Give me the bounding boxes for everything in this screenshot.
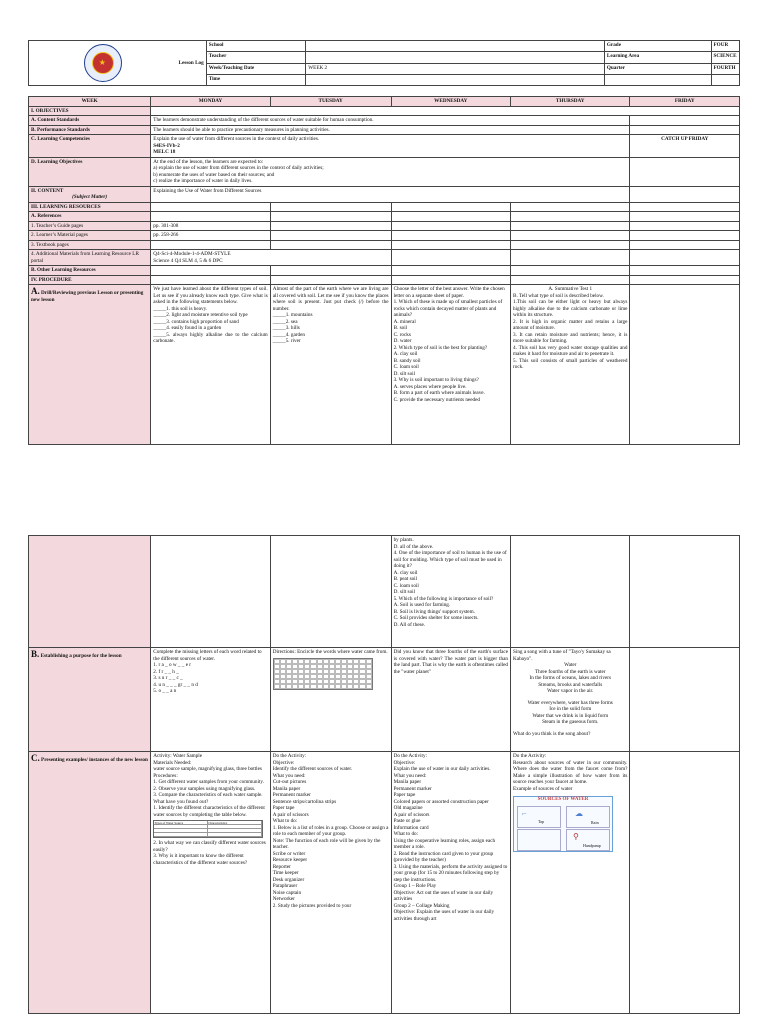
procedure-a-label: Drill/Reviewing previous Lesson or presenting new lesson <box>31 290 144 304</box>
c-wednesday: Do the Activity: Objective: Explain the use of water in our daily activities. What you need: Manila paper Permanent marker Paper tape Colored papers or assorted construction paper Old magazine A pair of scissors Paste or glue Information card What to do: Using the cooperative learning roles, assign each member a role. 2. Read the instruction card given to your group (provided by the teacher) 3. Using the materials, perform the activity assigned to your group (for 15 to 20 minutes following step by step the instructions. Group 1 – Role Play Objective: Act out the uses of water in our daily activities Group 2 – Collage Making Objective: Explain the uses of water in our daily activities through art <box>391 752 510 1014</box>
col-friday: FRIDAY <box>630 97 740 107</box>
tap-picture: ⌐ Tap <box>517 806 561 828</box>
procedure-b-letter: B. <box>31 649 40 659</box>
col-thursday: THURSDAY <box>511 97 630 107</box>
quarter-label: Quarter <box>604 63 711 74</box>
procedure-heading: IV. PROCEDURE <box>29 275 151 285</box>
rain-cloud-icon: ☁ <box>575 809 584 818</box>
col-wednesday: WEDNESDAY <box>391 97 510 107</box>
teachers-guide-pages: pp. 301-308 <box>151 221 270 231</box>
extra-picture <box>517 829 561 851</box>
b-wednesday: Did you know that three fourths of the earth's surface is covered with water? The water part is bigger than the land part. That is why the earth is oftentimes called the "water planet" <box>391 648 510 752</box>
performance-standards-label: B. Performance Standards <box>29 125 151 135</box>
learning-area-label: Learning Area <box>604 52 711 63</box>
content-standards: The learners demonstrate understanding of the different sources of water suitable for human consumption. <box>151 116 630 126</box>
a-tuesday: Almost of the part of the earth where we are living are all covered with soil. Let me see if you know the places where soil is present. Just put check (/) before the number. _____1. mountains _____2. sea _____3. hills _____4. garden _____5. river <box>270 285 391 445</box>
performance-standards: The learners should be able to practice precautionary measures in planning activities. <box>151 125 630 135</box>
objectives-heading: I. OBJECTIVES <box>29 106 151 116</box>
competencies-label: C. Learning Competencies <box>29 135 151 158</box>
c-monday: Activity: Water Sample Materials Needed: water source sample, magnifying glass, three bottles Procedures: 1. Get different water samples from your community. 2. Observe your samples using magnifying glass. 3. Compare the characteristics of each water sample. What have you found out? 1. Identify the different characteristics of the different water sources by completing the table below. Types of Water Source Characteristics 2. In what way we can classify different water sources easily? 3. Why is it important to know the different characteristics of the different water sources? <box>151 752 270 1014</box>
teachers-guide-label: 1. Teacher’s Guide pages <box>29 221 151 231</box>
additional-material: Q4-Sci-4-Module-1-4-ADM-STYLE <box>153 251 231 257</box>
objective-line: At the end of the lesson, the learners are expected to: <box>153 158 264 165</box>
sources-of-water-illustration <box>513 796 613 852</box>
catch-up-friday: CATCH UP FRIDAY <box>630 135 740 158</box>
lesson-log-page-2 <box>28 535 740 1014</box>
teacher-value <box>306 52 605 63</box>
sources-title: SOURCES OF WATER <box>537 797 589 802</box>
time-label: Time <box>206 74 306 85</box>
c-thursday: Do the Activity: Research about sources of water in our community. Where does the water from the faucet come from? Make a simple illustration of how water from its source reaches your faucet at home. Example of sources of water SOURCES OF WATER ⌐ Tap ☁ Rain ⚲ Handpump <box>511 752 630 1014</box>
lesson-log-page-1 <box>28 40 740 445</box>
faucet-icon: ⌐ <box>522 809 527 818</box>
content-standards-label: A. Content Standards <box>29 116 151 126</box>
additional-label: 4. Additional Materials from Learning Resource LR portal <box>29 250 151 266</box>
a-wednesday: Choose the letter of the best answer. Write the chosen letter on a separate sheet of paper. 1. Which of these is made up of smallest particles of rocks which contain decayed matter of plants and animals? A. mineral B. soil C. rocks D. water 2. Which type of soil is the best for planting? A. clay soil B. sandy soil C. loam soil D. silt soil 3. Why is soil important to living things? A. serves places where people live. B. form a part of earth where animals leave. C. provide the necessary nutrients needed <box>391 285 510 445</box>
objective-line: c) realize the importance of water in daily lives. <box>153 178 253 184</box>
teacher-label: Teacher <box>206 52 306 63</box>
b-thursday: Sing a song with a tune of "Tayo'y Sumakay sa Kabayo". Water Three fourths of the earth is water In the forms of oceans, lakes and rivers Streams, brooks and waterfalls Water vapor in the air. Water everywhere, water has three forms Ice in the solid form Water that we drink is in liquid form Steam in the gaseous form. What do you think is the song about? <box>511 648 630 752</box>
a-monday: We just have learned about the different types of soil. Let us see if you already know each type. Give what is asked in the following statements below. _____1. this soil is heavy. _____2. light and moisture retentive soil type _____3. contains high proportion of sand _____4. easily found in a garden _____5. always highly alkaline due to the calcium carbonate. <box>151 285 270 445</box>
competency-code: S4ES-IVb-2 <box>153 142 180 149</box>
competencies: Explain the use of water from different sources in the context of daily activities. <box>153 136 320 142</box>
b-tuesday: Directions: Encircle the words where water came from. <box>270 648 391 752</box>
melc-code: MELC 18 <box>153 149 176 155</box>
content-subheading: (Subject Matter) <box>72 194 108 200</box>
school-value <box>306 41 605 52</box>
b-monday: Complete the missing letters of each word related to the different sources of water. 1. r a _ o w _ _ e r 2. f r _ _ h _ 3. s u r _ _ c _ 4. u n _ _ _ gr _ _ n d 5. o _ _ a n <box>151 648 270 752</box>
learners-material-label: 2. Learner’s Material pages <box>29 231 151 241</box>
col-monday: MONDAY <box>151 97 270 107</box>
content-heading: II. CONTENT <box>31 187 64 194</box>
procedure-c-letter: C. <box>31 753 40 763</box>
additional-material: Science 4 Q4 SLM 4, 5 & 6 DPC <box>153 257 223 264</box>
resources-heading: III. LEARNING RESOURCES <box>29 202 151 212</box>
word-search-grid <box>273 658 373 690</box>
content-value: Explaining the Use of Water from Different Sources <box>151 186 630 202</box>
learners-material-pages: pp. 258-266 <box>151 231 270 241</box>
other-resources-label: B. Other Learning Resources <box>29 266 151 276</box>
logo-cell <box>29 41 207 86</box>
handpump-picture: ⚲ Handpump <box>566 829 610 851</box>
logo-caption: Lesson Log <box>178 59 204 66</box>
a-wednesday-continued: by plants. D. all of the above. 4. One of the importance of soil to human is the use of soil for molding. Which type of soil must be used in doing it? A. clay soil B. peat soil C. loam soil D. silt soil 5. Which of the following is importance of soil? A. Soil is used for farming. B. Soil is living things' support system. C. Soil provides shelter for some insects. D. All of these. <box>391 536 510 648</box>
grade-value: FOUR <box>711 41 739 52</box>
textbook-label: 3. Textbook pages <box>29 240 151 250</box>
procedure-c-label: Presenting examples/ instances of the new lesson <box>41 757 148 763</box>
c-tuesday: Do the Activity: Objective: Identify the different sources of water. What you need: Cut-out pictures Manila paper Permanent marker Sentence strips/cartolina strips Paper tape A pair of scissors What to do: 1. Below is a list of roles in a group. Choose or assign a role to each member of your group. Note: The function of each role will be given by the teacher. Scribe or writer Resource keeper Reporter Time keeper Desk organizer Paraphraser Noise captain Networker 2. Study the pictures provided to your <box>270 752 391 1014</box>
lesson-table-continued <box>28 535 740 1014</box>
week-date-label: Week/Teaching Date <box>206 63 306 74</box>
deped-seal-icon: ★ <box>84 44 122 82</box>
time-value <box>306 74 605 85</box>
lesson-table <box>28 96 740 445</box>
handpump-icon: ⚲ <box>573 832 579 841</box>
objective-line: b) enumerate the uses of water based on their sources; and <box>153 171 275 178</box>
procedure-a-letter: A. <box>31 286 40 296</box>
objective-line: a) explain the use of water from different sources in the context of daily activities; <box>153 165 324 171</box>
week-value: WEEK 2 <box>306 63 605 74</box>
header-table <box>28 40 740 86</box>
grade-label: Grade <box>604 41 711 52</box>
characteristics-table: Types of Water Source Characteristics <box>153 820 263 838</box>
quarter-value: FOURTH <box>711 63 739 74</box>
procedure-b-label: Establishing a purpose for the lesson <box>40 653 122 659</box>
school-label: School <box>206 41 306 52</box>
learning-area-value: SCIENCE <box>711 52 739 63</box>
a-thursday: A. Summative Test 1 B. Tell what type of soil is described below. 1.This soil can be either light or heavy but always highly alkaline due to the calcium carbonate or lime within its structure. 2. It is high in organic matter and retains a large amount of moisture. 3. It can retain moisture and nutrients; hence, it is more suitable for farming. 4. This soil has very good water storage qualities and makes it hard for moisture and air to penetrate it. 5. This soil consists of small particles of weathered rock. <box>511 285 630 445</box>
rain-picture: ☁ Rain <box>566 806 610 828</box>
col-tuesday: TUESDAY <box>270 97 391 107</box>
learning-objectives-label: D. Learning Objectives <box>29 157 151 186</box>
col-week: WEEK <box>29 97 151 107</box>
references-label: A. References <box>29 212 151 222</box>
